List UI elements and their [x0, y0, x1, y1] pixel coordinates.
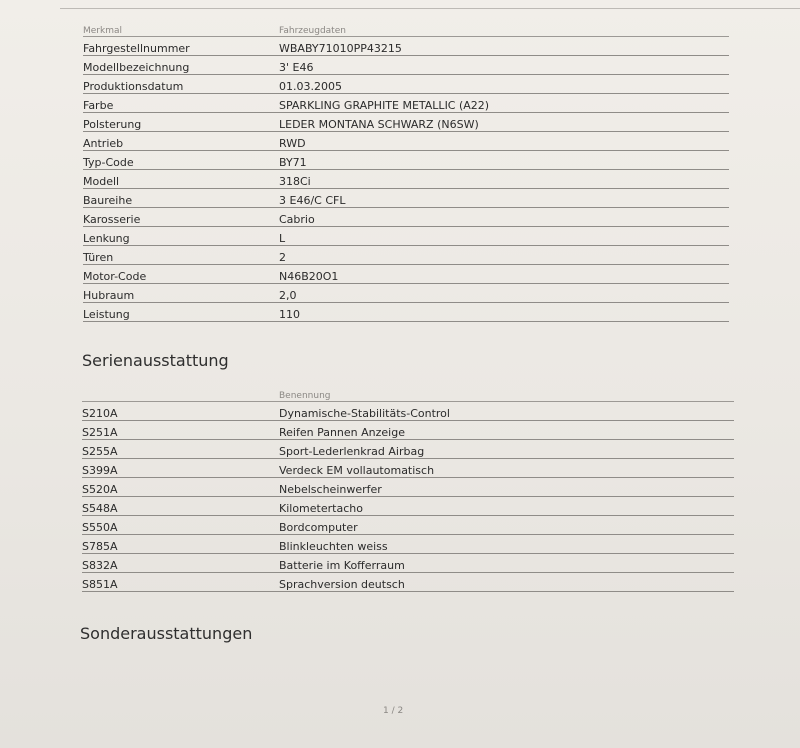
row-label: S399A — [82, 459, 279, 478]
row-label: Baureihe — [83, 189, 279, 208]
row-label: Karosserie — [83, 208, 279, 227]
row-value: L — [279, 227, 729, 246]
row-value: RWD — [279, 132, 729, 151]
standard-equipment-table — [82, 383, 734, 592]
table-row — [82, 478, 734, 497]
row-value: Reifen Pannen Anzeige — [279, 421, 734, 440]
row-value: WBABY71010PP43215 — [279, 37, 729, 56]
table-row — [82, 554, 734, 573]
row-label: Farbe — [83, 94, 279, 113]
row-value: SPARKLING GRAPHITE METALLIC (A22) — [279, 94, 729, 113]
row-label: S550A — [82, 516, 279, 535]
column-header-merkmal: Merkmal — [83, 18, 279, 37]
table-row — [83, 208, 729, 227]
section-heading-sonderausstattungen: Sonderausstattungen — [80, 624, 253, 643]
row-label: Polsterung — [83, 113, 279, 132]
row-label: Motor-Code — [83, 265, 279, 284]
row-label: Modellbezeichnung — [83, 56, 279, 75]
table-row — [83, 303, 729, 322]
row-label: S520A — [82, 478, 279, 497]
row-value: 3 E46/C CFL — [279, 189, 729, 208]
row-label: S548A — [82, 497, 279, 516]
table-row — [83, 284, 729, 303]
row-value: 3' E46 — [279, 56, 729, 75]
table-row — [83, 227, 729, 246]
standard-equipment-body — [82, 402, 734, 592]
row-label: Modell — [83, 170, 279, 189]
column-header-code — [82, 383, 279, 402]
row-value: Blinkleuchten weiss — [279, 535, 734, 554]
row-value: Sprachversion deutsch — [279, 573, 734, 592]
vehicle-data-table — [83, 18, 729, 322]
table-row — [82, 421, 734, 440]
table-row — [82, 573, 734, 592]
row-label: Antrieb — [83, 132, 279, 151]
table-row — [83, 75, 729, 94]
row-value: 2,0 — [279, 284, 729, 303]
row-label: Lenkung — [83, 227, 279, 246]
row-value: BY71 — [279, 151, 729, 170]
table-row — [83, 94, 729, 113]
row-value: 01.03.2005 — [279, 75, 729, 94]
row-label: Leistung — [83, 303, 279, 322]
row-label: S832A — [82, 554, 279, 573]
row-label: Fahrgestellnummer — [83, 37, 279, 56]
row-value: Cabrio — [279, 208, 729, 227]
table-row — [82, 459, 734, 478]
table-row — [82, 440, 734, 459]
row-value: 2 — [279, 246, 729, 265]
table-row — [83, 246, 729, 265]
table-row — [83, 189, 729, 208]
table-row — [82, 497, 734, 516]
table-row — [83, 151, 729, 170]
row-value: 110 — [279, 303, 729, 322]
row-value: Batterie im Kofferraum — [279, 554, 734, 573]
row-label: Türen — [83, 246, 279, 265]
row-value: Bordcomputer — [279, 516, 734, 535]
row-value: Sport-Lederlenkrad Airbag — [279, 440, 734, 459]
column-header-fahrzeugdaten: Fahrzeugdaten — [279, 18, 729, 37]
top-divider — [60, 8, 800, 9]
row-value: N46B20O1 — [279, 265, 729, 284]
row-value: Kilometertacho — [279, 497, 734, 516]
vehicle-data-body — [83, 37, 729, 322]
row-label: S210A — [82, 402, 279, 421]
row-label: Typ-Code — [83, 151, 279, 170]
row-label: S255A — [82, 440, 279, 459]
table-header-row — [82, 383, 734, 402]
table-row — [83, 56, 729, 75]
table-row — [83, 37, 729, 56]
table-row — [83, 170, 729, 189]
table-row — [83, 113, 729, 132]
row-value: Nebelscheinwerfer — [279, 478, 734, 497]
row-value: Dynamische-Stabilitäts-Control — [279, 402, 734, 421]
table-row — [82, 402, 734, 421]
row-label: S785A — [82, 535, 279, 554]
row-value: Verdeck EM vollautomatisch — [279, 459, 734, 478]
table-row — [82, 516, 734, 535]
row-label: Produktionsdatum — [83, 75, 279, 94]
section-heading-serienausstattung: Serienausstattung — [82, 351, 229, 370]
row-label: S851A — [82, 573, 279, 592]
row-value: LEDER MONTANA SCHWARZ (N6SW) — [279, 113, 729, 132]
page-number: 1 / 2 — [383, 706, 404, 716]
table-row — [83, 265, 729, 284]
row-label: S251A — [82, 421, 279, 440]
row-label: Hubraum — [83, 284, 279, 303]
column-header-benennung: Benennung — [279, 383, 734, 402]
table-row — [83, 132, 729, 151]
row-value: 318Ci — [279, 170, 729, 189]
table-row — [82, 535, 734, 554]
table-header-row — [83, 18, 729, 37]
